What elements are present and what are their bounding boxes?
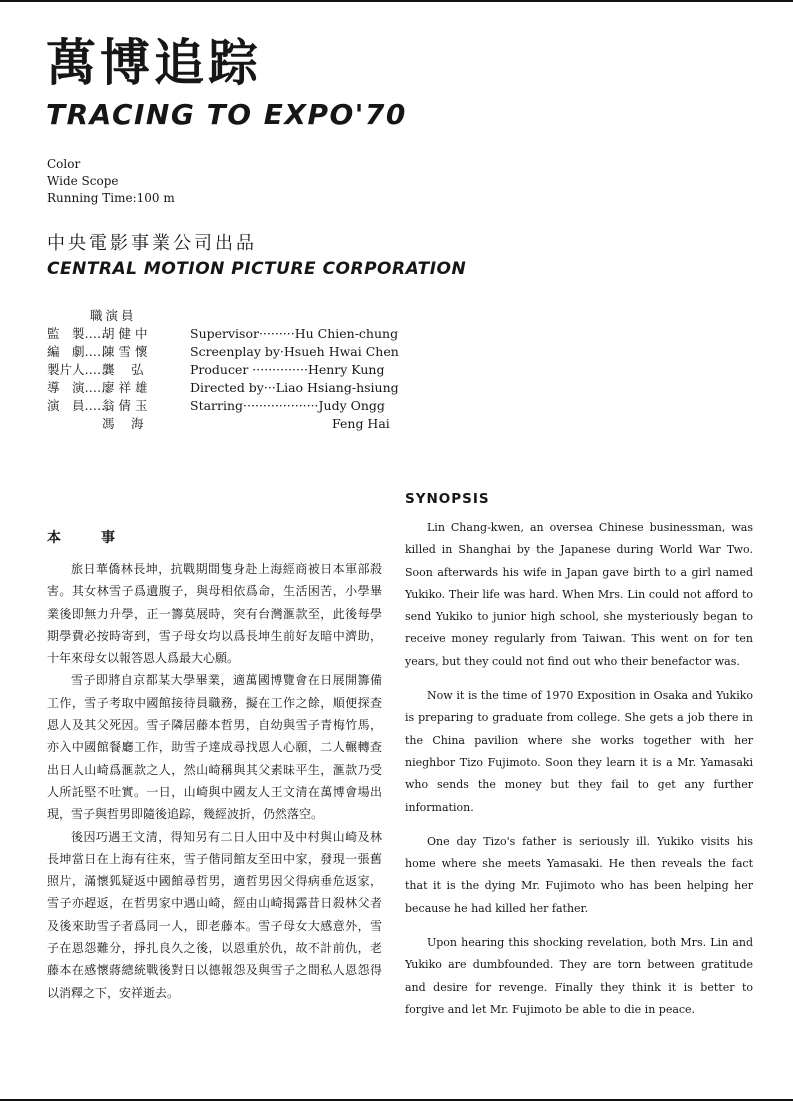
credit-row	[47, 343, 407, 361]
credit-english: Starring···················Judy Ongg	[190, 398, 385, 413]
credit-english: Feng Hai	[332, 416, 390, 431]
synopsis-english-paragraph: Lin Chang-kwen, an oversea Chinese businessman, was killed in Shanghai by the Japanese during World War Two. Soon afterwards his wife in Japan gave birth to a girl named Yukiko. Their life was hard. When Mrs. Lin could not afford to send Yukiko to junior high school, she mysteriously began to receive money regularly from Taiwan. This went on for ten years, but they could not find out who their benefactor was.	[405, 521, 753, 668]
synopsis-chinese-paragraph: 後因巧遇王文清，得知另有二日人田中及中村與山崎及林長坤當日在上海有往來，雪子偕同館友至田中家，發現一張舊照片，滿懷狐疑返中國館尋哲男，適哲男因父得病垂危返家，雪子亦趕返，在哲男家中遇山崎，經由山崎揭露昔日殺林父者及後來助雪子者爲同一人，即老藤本。雪子母女大感意外，雪子在恩怨難分，掙扎良久之後，以恩重於仇，故不計前仇，老藤本在感懷蔣總統戰後對日以德報怨及與雪子之間私人恩怨得以消釋之下，安祥逝去。	[47, 829, 382, 1000]
credit-row	[47, 415, 407, 433]
credit-name: 胡 健 中	[102, 326, 148, 341]
synopsis-english-heading: SYNOPSIS	[405, 491, 490, 507]
film-specs	[47, 156, 175, 207]
credit-row	[47, 397, 407, 415]
spec-color: Color	[47, 157, 81, 171]
credit-name: 陳 雪 懷	[102, 344, 148, 359]
credit-name: 廖 祥 雄	[102, 380, 148, 395]
synopsis-chinese-paragraph: 旅日華僑林長坤，抗戰期間隻身赴上海經商被日本軍部殺害。其女林雪子爲遺腹子，與母相依爲命，生活困苦，小學畢業後即無力升學，正一籌莫展時，突有台灣滙款至，此後每學期學費必按時寄到，雪子母女均以爲長坤生前好友暗中濟助，十年來母女以報答恩人爲最大心願。	[47, 562, 382, 666]
synopsis-english-paragraph: One day Tizo's father is seriously ill. Yukiko visits his home where she meets Yamasaki. He then reveals the fact that it is the dying Mr. Fujimoto who has been helping her because he had killed her father.	[405, 834, 753, 915]
credit-name: 馮 海	[102, 416, 144, 431]
credit-english: Screenplay by·Hsueh Hwai Chen	[190, 344, 399, 359]
credit-name: 龔 弘	[102, 362, 144, 377]
spec-scope: Wide Scope	[47, 174, 119, 188]
credit-role: 監 製……	[47, 326, 110, 341]
credit-english: Supervisor·········Hu Chien-chung	[190, 326, 399, 341]
credit-role: 製片人……	[47, 362, 110, 377]
credit-row	[47, 379, 407, 397]
top-border	[0, 0, 793, 2]
credit-english: Directed by···Liao Hsiang-hsiung	[190, 380, 399, 395]
synopsis-chinese-paragraph: 雪子即將自京都某大學畢業，適萬國博覽會在日展開籌備工作，雪子考取中國館接待員職務，擬在工作之餘，順便探查恩人及其父死因。雪子隣居藤本哲男，自幼與雪子青梅竹馬，亦入中國館餐廳工作，助雪子達成尋找恩人心願，二人輾轉查出日人山崎爲滙款之人，然山崎稱與其父素昧平生，滙款乃受人所託堅不吐實。一日，山崎與中國友人王文清在萬博會場出現，雪子與哲男即隨後追踪，幾經波折，仍然落空。	[47, 673, 382, 822]
title-english: TRACING TO EXPO'70	[46, 98, 407, 131]
synopsis-chinese-body	[47, 558, 382, 1004]
credit-role: 演 員……	[47, 398, 110, 413]
bottom-border	[0, 1099, 793, 1101]
credits-heading: 職演員	[90, 308, 137, 323]
synopsis-english-paragraph: Now it is the time of 1970 Exposition in Osaka and Yukiko is preparing to graduate from college. She gets a job there in the China pavilion where she works together with her nieghbor Tizo Fujimoto. Soon they learn it is a Mr. Yamasaki who sends the money but they fail to get any further information.	[405, 689, 753, 814]
credit-english: Producer ··············Henry Kung	[190, 362, 385, 377]
credit-name: 翁 倩 玉	[102, 398, 148, 413]
title-chinese: 萬博追踪	[46, 34, 262, 92]
credit-row	[47, 325, 407, 343]
synopsis-chinese-heading: 本事	[47, 530, 155, 546]
credit-row	[47, 361, 407, 379]
credit-role: 導 演……	[47, 380, 110, 395]
spec-running-time: Running Time:100 m	[47, 191, 175, 205]
studio-name-english: CENTRAL MOTION PICTURE CORPORATION	[47, 259, 467, 279]
studio-name-chinese: 中央電影事業公司出品	[47, 233, 257, 254]
synopsis-english-body	[405, 517, 753, 1033]
synopsis-english-paragraph: Upon hearing this shocking revelation, both Mrs. Lin and Yukiko are dumbfounded. They are torn between gratitude and desire for revenge. Finally they think it is better to forgive and let Mr. Fujimoto be able to die in peace.	[405, 936, 753, 1016]
credit-role: 編 劇……	[47, 344, 110, 359]
